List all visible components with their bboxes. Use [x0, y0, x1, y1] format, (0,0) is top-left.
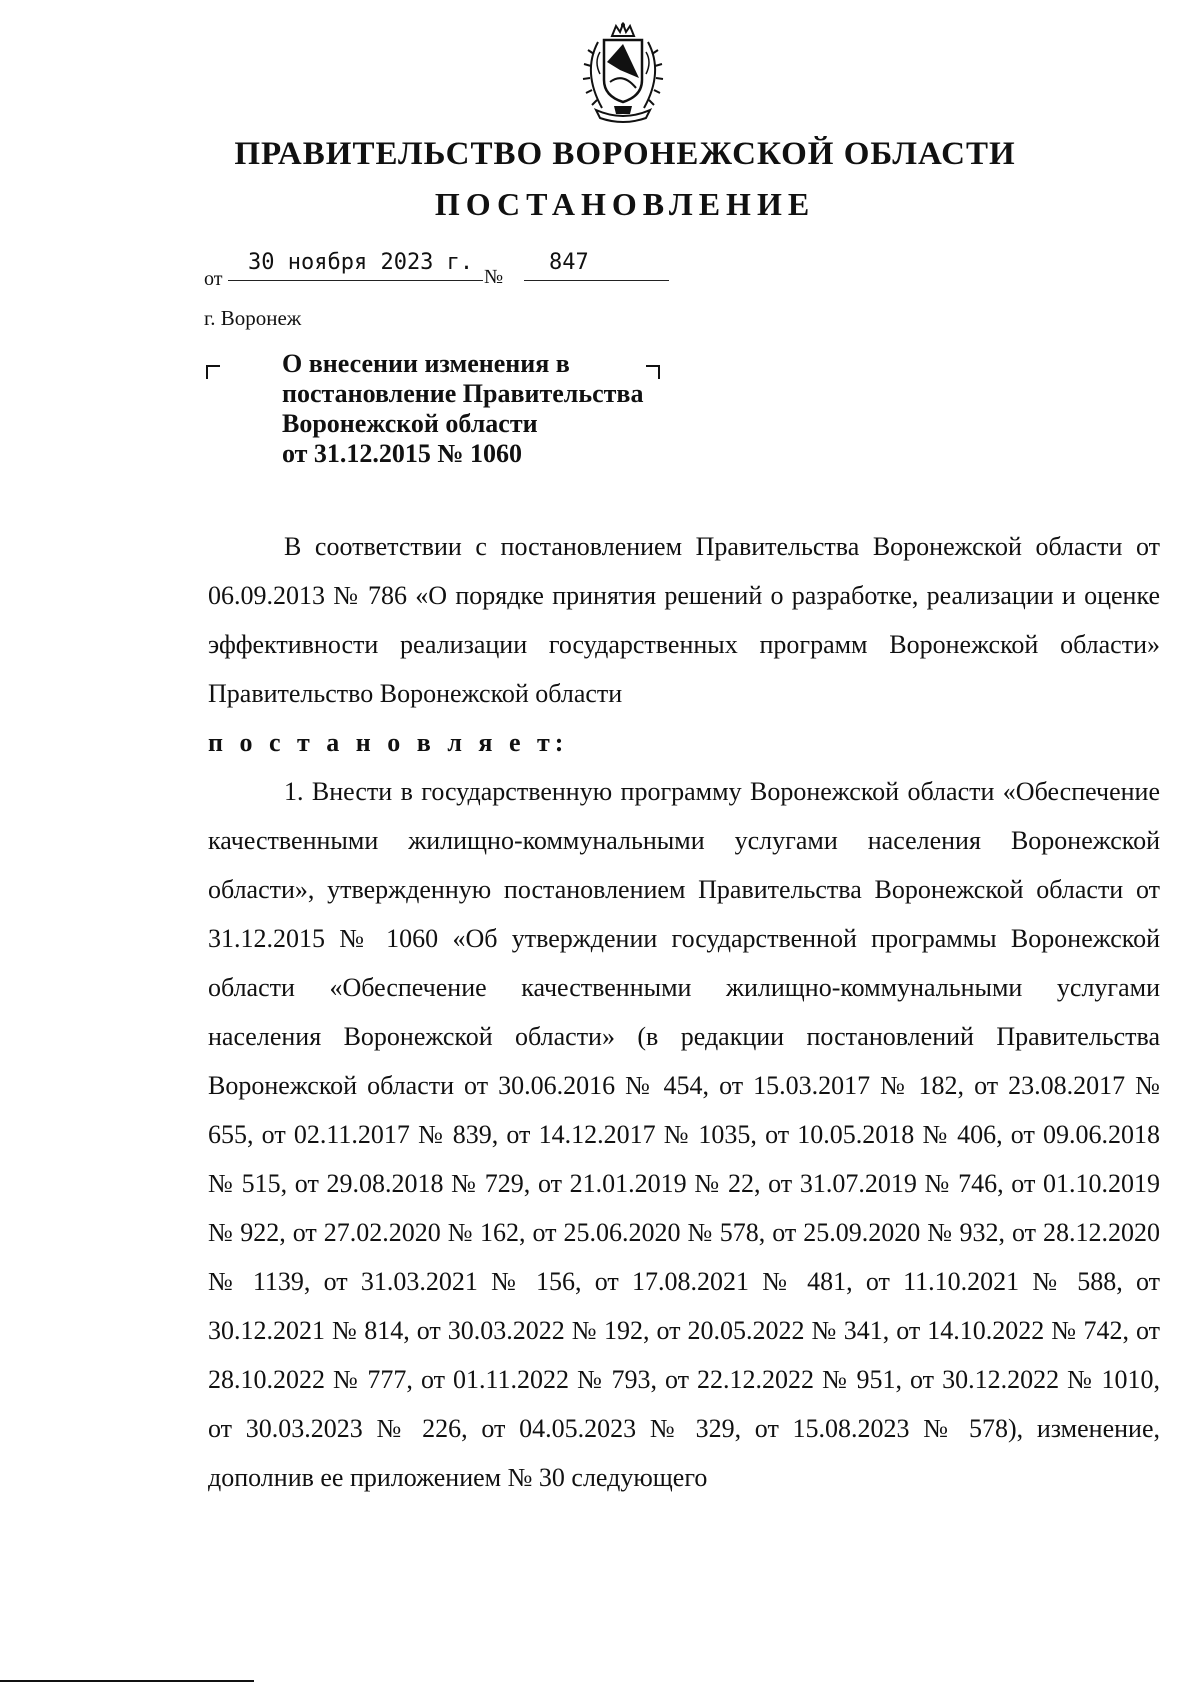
preamble-paragraph: В соответствии с постановлением Правительства Воронежской области от 06.09.2013 № 786 «О порядке принятия решений о разработке, реализации и оценке эффективности реализации государственных программ Воронежской области» Правительство Воронежской области	[208, 532, 1160, 708]
document-number: 847	[549, 250, 589, 275]
number-underline	[524, 250, 669, 281]
title-line: от 31.12.2015 № 1060	[282, 439, 523, 468]
coat-of-arms-icon	[574, 22, 672, 126]
title-line: О внесении изменения в	[282, 349, 570, 378]
footer-rule	[0, 1680, 254, 1682]
item-1-paragraph: 1. Внести в государственную программу Воронежской области «Обеспечение качественными жилищно-коммунальными услугами населения Воронежской области», утвержденную постановлением Правительства Воронежской области от 31.12.2015 № 1060 «Об утверждении государственной программы Воронежской области «Обеспечение качественными жилищно-коммунальными услугами населения Воронежской области» (в редакции постановлений Правительства Воронежской области от 30.06.2016 № 454, от 15.03.2017 № 182, от 23.08.2017 № 655, от 02.11.2017 № 839, от 14.12.2017 № 1035, от 10.05.2018 № 406, от 09.06.2018 № 515, от 29.08.2018 № 729, от 21.01.2019 № 22, от 31.07.2019 № 746, от 01.10.2019 № 922, от 27.02.2020 № 162, от 25.06.2020 № 578, от 25.09.2020 № 932, от 28.12.2020 № 1139, от 31.03.2021 № 156, от 17.08.2021 № 481, от 11.10.2021 № 588, от 30.12.2021 № 814, от 30.03.2022 № 192, от 20.05.2022 № 341, от 14.10.2022 № 742, от 28.10.2022 № 777, от 01.11.2022 № 793, от 22.12.2022 № 951, от 30.12.2022 № 1010, от 30.03.2023 № 226, от 04.05.2023 № 329, от 15.08.2023 № 578), изменение, дополнив ее приложением № 30 следующего	[208, 777, 1160, 1492]
document-date: 30 ноября 2023 г.	[248, 250, 474, 275]
organization-title: ПРАВИТЕЛЬСТВО ВОРОНЕЖСКОЙ ОБЛАСТИ	[234, 136, 1016, 172]
date-prefix: от	[204, 268, 223, 290]
document-type-heading: ПОСТАНОВЛЕНИЕ	[434, 186, 816, 222]
document-body	[208, 522, 1160, 1502]
number-prefix: №	[484, 266, 504, 288]
title-line: постановление Правительства	[282, 379, 644, 408]
title-line: Воронежской области	[282, 409, 538, 438]
document-date-number-row	[204, 250, 684, 290]
document-title	[282, 349, 702, 469]
city-label: г. Воронеж	[204, 306, 302, 330]
title-corner-left	[206, 365, 220, 379]
decree-word: п о с т а н о в л я е т:	[208, 728, 569, 757]
